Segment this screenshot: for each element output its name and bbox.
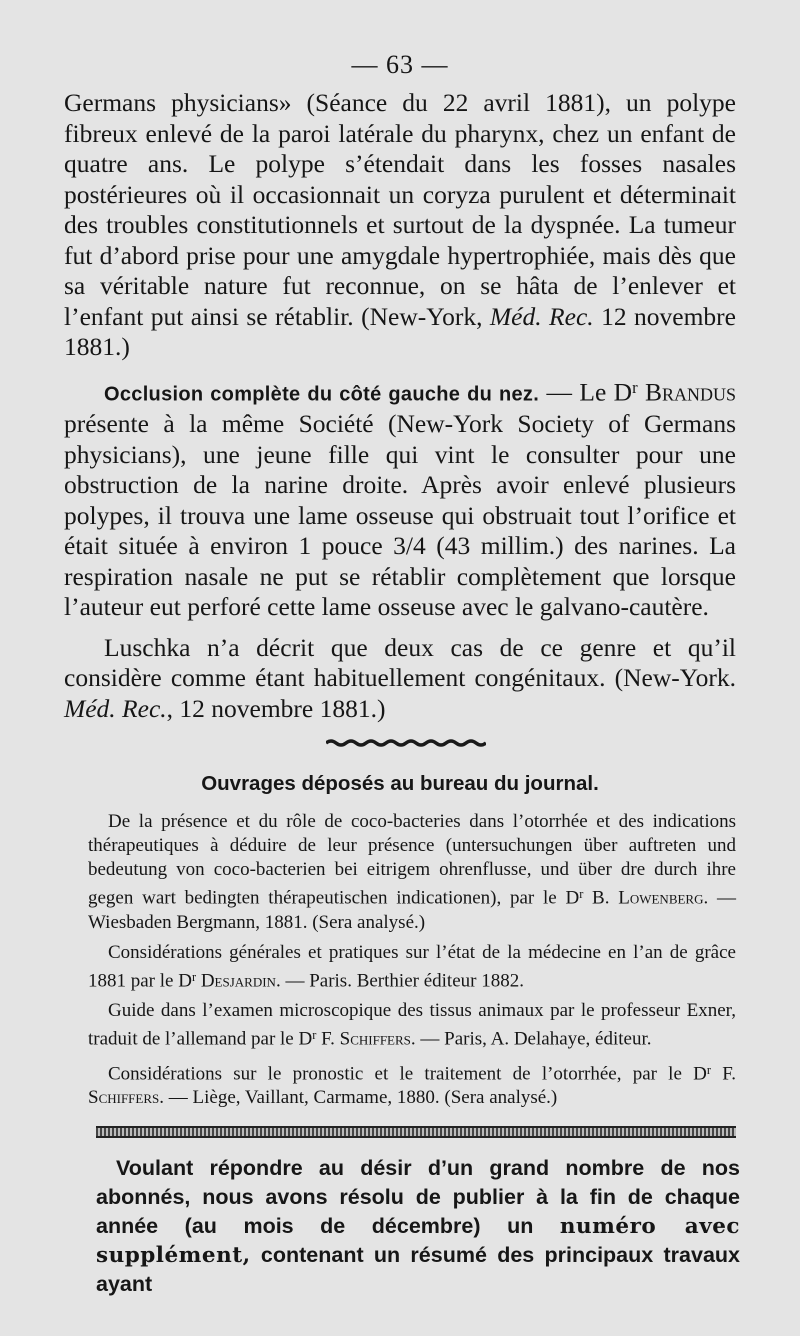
journal-citation: Méd. Rec. [64, 693, 167, 723]
subscriber-notice [96, 1154, 740, 1299]
author-name: Brandus [637, 376, 736, 406]
author-name: F. Schiffers. [316, 1028, 416, 1050]
section-heading: Occlusion complète du côté gauche du nez. [104, 382, 540, 405]
paragraph-luschka [64, 633, 736, 725]
publisher-info: — Liège, Vaillant, Carmame, 1880. (Sera analysé.) [164, 1087, 558, 1109]
notice-emphasis: numéro avec supplément, [96, 1214, 740, 1268]
doctor-superscript: r [191, 969, 197, 984]
citation-date: , 12 novembre 1881.) [166, 693, 386, 723]
work-title: Guide dans l’examen microscopique des tissus animaux par le professeur Exner, traduit de l’allemand par le D [88, 1000, 736, 1050]
horizontal-rule [96, 1126, 736, 1138]
work-title: De la présence et du rôle de coco-bacteries dans l’otorrhée et des indications thérapeutiques à déduire de leur présence (untersuchungen über auftreten und bedeutung von coco-bacterien bei eitrigem ohrenflusse, und über dre durch ihre gegen wart bedingten thérapeutischen indicationen), par le D [88, 811, 736, 909]
author-name: Desjardin. [196, 970, 281, 992]
doctor-superscript: r [706, 1062, 711, 1077]
work-entry [88, 1058, 736, 1111]
author-name: B. Lowenberg. [583, 887, 709, 909]
publisher-info: — Paris, A. Delahaye, éditeur. [415, 1028, 652, 1050]
notice-text: Voulant répondre au désir d’un grand nombre de nos abonnés, nous avons résolu de publier à la fin de chaque année (au mois de décembre) un [96, 1156, 740, 1238]
paragraph-text: Germans physicians» (Séance du 22 avril 1881), un polype fibreux enlevé de la paroi latérale du pharynx, chez un enfant de quatre ans. Le polype s’étendait dans les fosses nasales postérieures où il occasionnait un coryza purulent et déterminait des troubles constitutionnels et surtout de la dyspnée. La tumeur fut d’abord prise pour une amygdale hypertrophiée, mais dès que sa véritable nature fut reconnue, on se hâta de l’enlever et l’enfant put ainsi se rétablir. (New-York, [64, 88, 736, 331]
publisher-info: — Wiesbaden Bergmann, 1881. (Sera analysé.) [88, 887, 736, 933]
work-entry [88, 999, 736, 1052]
page-number: — 63 — [351, 50, 449, 79]
section-lead: — Le D [539, 376, 633, 406]
paragraph-occlusion [64, 373, 736, 623]
journal-citation: Méd. Rec. [489, 301, 594, 331]
works-list [88, 810, 736, 1116]
work-title: Considérations générales et pratiques sur l’état de la médecine en l’an de grâce 1881 par le D [88, 941, 736, 992]
doctor-superscript: r [579, 887, 584, 901]
doctor-superscript: r [312, 1028, 317, 1043]
work-entry [88, 941, 736, 994]
paragraph-text: présente à la même Société (New-York Society of Germans physicians), une jeune fille qui vint le consulter pour une obstruction de la narine droite. Après avoir enlevé plusieurs polypes, il trouva une lame osseuse qui obstruait tout l’orifice et était située à environ 1 pouce 3/4 (43 millim.) des narines. La respiration nasale ne put se rétablir complètement que lorsque l’auteur eut perforé cette lame osseuse avec le galvano-cautère. [64, 409, 736, 622]
work-entry [88, 810, 736, 935]
citation-date: 12 novembre 1881.) [64, 301, 736, 361]
work-title: Considérations sur le pronostic et le traitement de l’otorrhée, par le D [108, 1063, 707, 1085]
doctor-superscript: r [632, 377, 638, 397]
paragraph-polype [64, 88, 736, 363]
decorative-divider [326, 738, 486, 748]
publisher-info: — Paris. Berthier éditeur 1882. [280, 970, 524, 992]
author-name: F. Schiffers. [88, 1063, 736, 1109]
paragraph-text: Luschka n’a décrit que deux cas de ce genre et qu’il considère comme étant habituellement congénitaux. (New-York. [64, 632, 736, 693]
main-text [64, 88, 736, 724]
works-heading: Ouvrages déposés au bureau du journal. [201, 772, 599, 795]
notice-tail: contenant un résumé des principaux travaux ayant [96, 1243, 740, 1296]
